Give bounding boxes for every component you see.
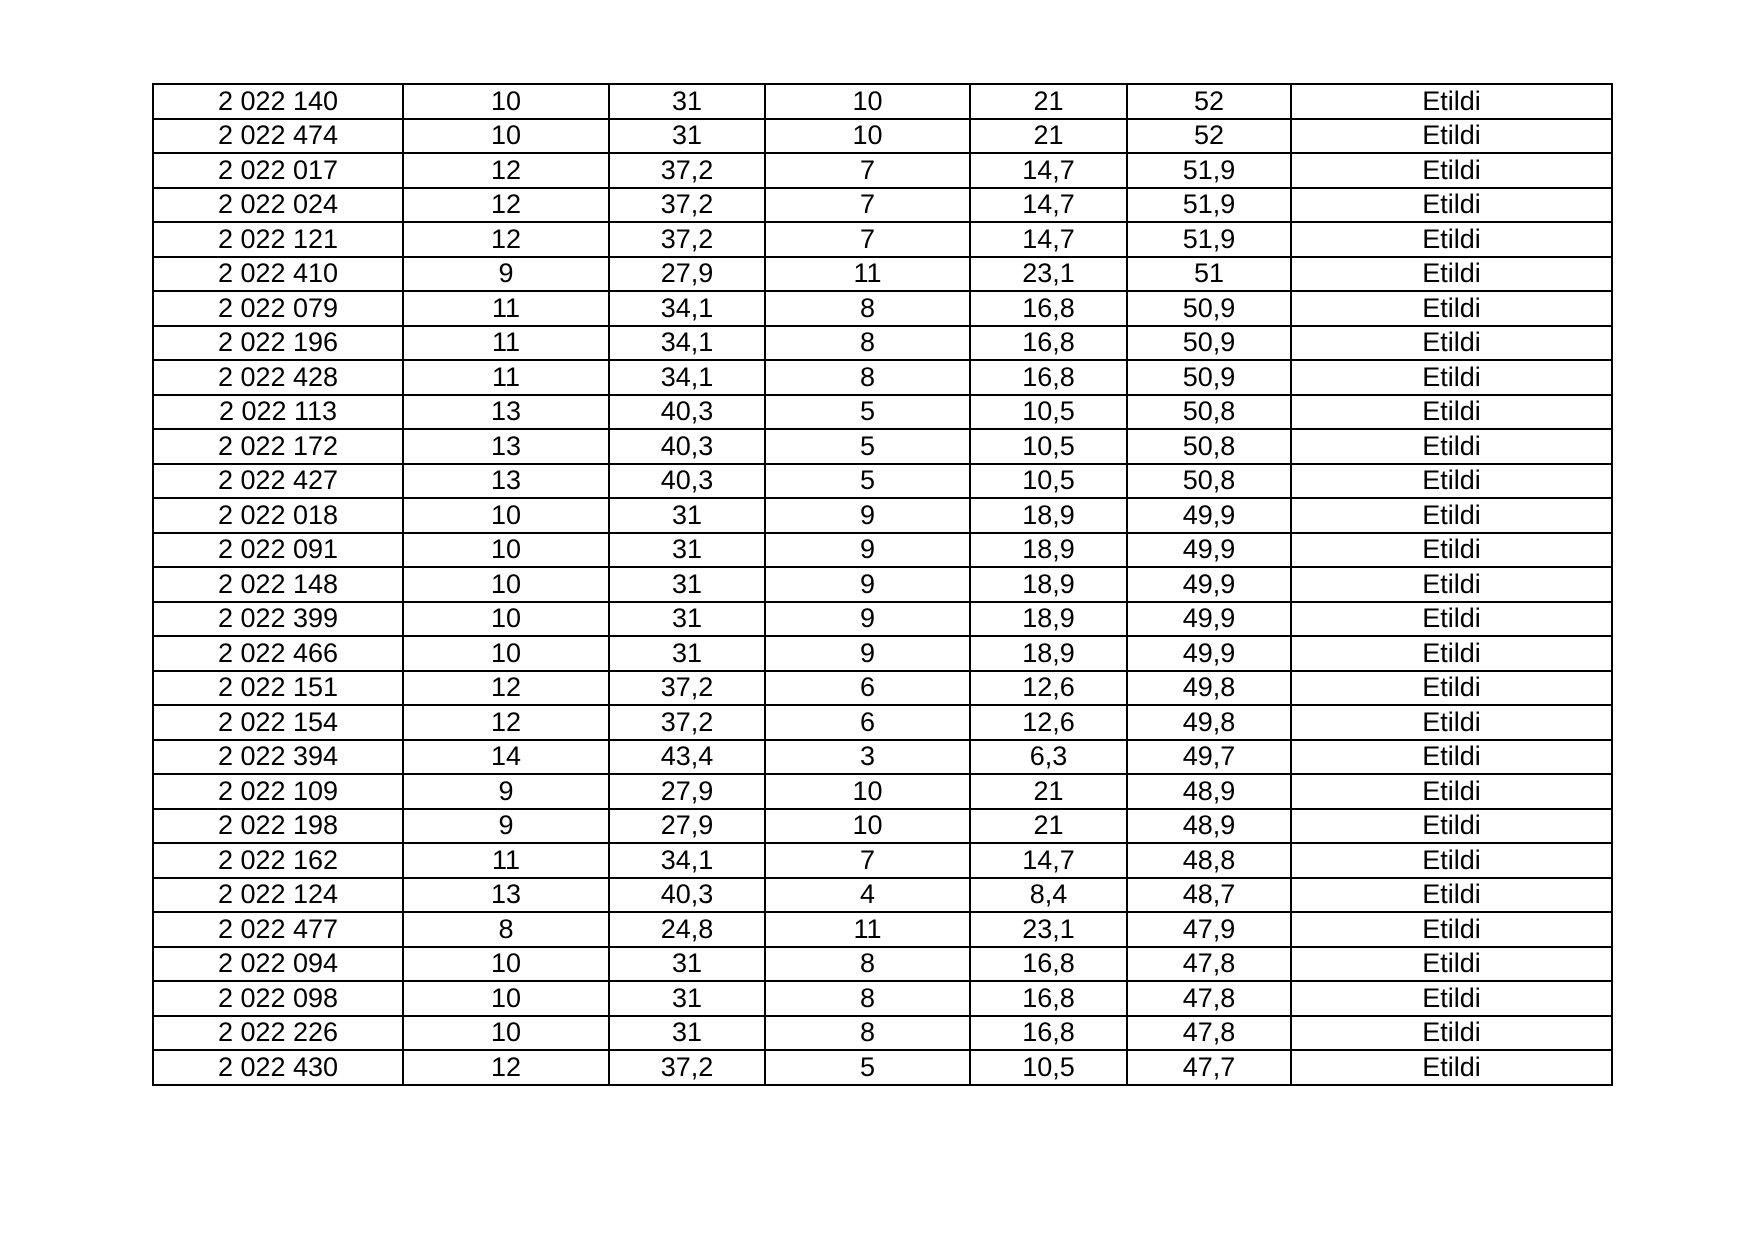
table-row [153,84,1612,119]
total-score-cell: 49,8 [1127,671,1291,706]
col2-cell: 13 [403,429,609,464]
participant-id-cell: 2 022 410 [153,257,403,292]
status-cell: Etildi [1291,809,1612,844]
col2-cell: 11 [403,326,609,361]
total-score-cell: 50,8 [1127,464,1291,499]
col4-cell: 3 [765,740,970,775]
participant-id-cell: 2 022 124 [153,878,403,913]
col5-cell: 10,5 [970,395,1127,430]
col3-cell: 24,8 [609,912,765,947]
col4-cell: 7 [765,188,970,223]
col3-cell: 37,2 [609,671,765,706]
table-row [153,981,1612,1016]
col3-cell: 37,2 [609,153,765,188]
status-cell: Etildi [1291,257,1612,292]
col4-cell: 10 [765,809,970,844]
col2-cell: 12 [403,222,609,257]
status-cell: Etildi [1291,878,1612,913]
status-cell: Etildi [1291,360,1612,395]
status-cell: Etildi [1291,533,1612,568]
total-score-cell: 52 [1127,84,1291,119]
col2-cell: 12 [403,1050,609,1085]
status-cell: Etildi [1291,429,1612,464]
col3-cell: 31 [609,1016,765,1051]
col3-cell: 31 [609,981,765,1016]
col3-cell: 31 [609,947,765,982]
total-score-cell: 52 [1127,119,1291,154]
col3-cell: 31 [609,602,765,637]
col2-cell: 10 [403,84,609,119]
total-score-cell: 49,7 [1127,740,1291,775]
col4-cell: 7 [765,153,970,188]
total-score-cell: 50,9 [1127,291,1291,326]
col4-cell: 8 [765,326,970,361]
table-row [153,188,1612,223]
status-cell: Etildi [1291,498,1612,533]
col2-cell: 10 [403,533,609,568]
status-cell: Etildi [1291,119,1612,154]
col2-cell: 13 [403,395,609,430]
col5-cell: 18,9 [970,498,1127,533]
total-score-cell: 50,9 [1127,326,1291,361]
col2-cell: 11 [403,291,609,326]
table-row [153,533,1612,568]
status-cell: Etildi [1291,912,1612,947]
col2-cell: 10 [403,1016,609,1051]
col2-cell: 13 [403,878,609,913]
participant-id-cell: 2 022 162 [153,843,403,878]
col3-cell: 37,2 [609,1050,765,1085]
total-score-cell: 48,9 [1127,809,1291,844]
col4-cell: 7 [765,222,970,257]
total-score-cell: 49,9 [1127,636,1291,671]
table-row [153,291,1612,326]
col5-cell: 6,3 [970,740,1127,775]
results-table-body [153,84,1612,1085]
col3-cell: 31 [609,533,765,568]
table-row [153,740,1612,775]
col4-cell: 5 [765,1050,970,1085]
col3-cell: 27,9 [609,809,765,844]
status-cell: Etildi [1291,222,1612,257]
col4-cell: 8 [765,981,970,1016]
col3-cell: 40,3 [609,429,765,464]
col5-cell: 14,7 [970,843,1127,878]
table-row [153,947,1612,982]
col2-cell: 8 [403,912,609,947]
status-cell: Etildi [1291,602,1612,637]
table-row [153,878,1612,913]
col5-cell: 18,9 [970,567,1127,602]
col5-cell: 21 [970,809,1127,844]
col4-cell: 8 [765,1016,970,1051]
col2-cell: 11 [403,843,609,878]
col4-cell: 5 [765,395,970,430]
col3-cell: 31 [609,636,765,671]
participant-id-cell: 2 022 091 [153,533,403,568]
participant-id-cell: 2 022 079 [153,291,403,326]
col5-cell: 18,9 [970,602,1127,637]
col3-cell: 34,1 [609,843,765,878]
col5-cell: 16,8 [970,1016,1127,1051]
participant-id-cell: 2 022 196 [153,326,403,361]
col2-cell: 10 [403,981,609,1016]
total-score-cell: 49,9 [1127,602,1291,637]
col5-cell: 23,1 [970,257,1127,292]
participant-id-cell: 2 022 394 [153,740,403,775]
participant-id-cell: 2 022 172 [153,429,403,464]
col5-cell: 12,6 [970,705,1127,740]
col4-cell: 5 [765,429,970,464]
col2-cell: 10 [403,567,609,602]
table-row [153,222,1612,257]
table-row [153,636,1612,671]
col4-cell: 7 [765,843,970,878]
col5-cell: 12,6 [970,671,1127,706]
participant-id-cell: 2 022 430 [153,1050,403,1085]
status-cell: Etildi [1291,947,1612,982]
status-cell: Etildi [1291,843,1612,878]
col4-cell: 6 [765,671,970,706]
col2-cell: 12 [403,153,609,188]
col5-cell: 14,7 [970,188,1127,223]
col2-cell: 9 [403,809,609,844]
participant-id-cell: 2 022 024 [153,188,403,223]
table-row [153,464,1612,499]
status-cell: Etildi [1291,705,1612,740]
col4-cell: 9 [765,602,970,637]
col2-cell: 10 [403,498,609,533]
participant-id-cell: 2 022 474 [153,119,403,154]
status-cell: Etildi [1291,740,1612,775]
status-cell: Etildi [1291,326,1612,361]
table-row [153,774,1612,809]
status-cell: Etildi [1291,1016,1612,1051]
col4-cell: 9 [765,567,970,602]
col3-cell: 40,3 [609,395,765,430]
col3-cell: 34,1 [609,360,765,395]
total-score-cell: 50,8 [1127,395,1291,430]
status-cell: Etildi [1291,636,1612,671]
participant-id-cell: 2 022 121 [153,222,403,257]
table-row [153,257,1612,292]
participant-id-cell: 2 022 017 [153,153,403,188]
participant-id-cell: 2 022 466 [153,636,403,671]
col4-cell: 8 [765,291,970,326]
table-row [153,1050,1612,1085]
table-row [153,809,1612,844]
col5-cell: 10,5 [970,464,1127,499]
col5-cell: 16,8 [970,981,1127,1016]
total-score-cell: 48,9 [1127,774,1291,809]
status-cell: Etildi [1291,84,1612,119]
participant-id-cell: 2 022 477 [153,912,403,947]
col5-cell: 16,8 [970,326,1127,361]
results-table [152,83,1613,1086]
col5-cell: 18,9 [970,636,1127,671]
table-row [153,326,1612,361]
col2-cell: 10 [403,636,609,671]
participant-id-cell: 2 022 094 [153,947,403,982]
participant-id-cell: 2 022 098 [153,981,403,1016]
col3-cell: 31 [609,84,765,119]
col3-cell: 34,1 [609,291,765,326]
total-score-cell: 47,8 [1127,1016,1291,1051]
total-score-cell: 48,7 [1127,878,1291,913]
col4-cell: 4 [765,878,970,913]
col5-cell: 16,8 [970,947,1127,982]
status-cell: Etildi [1291,671,1612,706]
participant-id-cell: 2 022 148 [153,567,403,602]
col3-cell: 34,1 [609,326,765,361]
col2-cell: 11 [403,360,609,395]
col5-cell: 21 [970,774,1127,809]
table-row [153,843,1612,878]
participant-id-cell: 2 022 151 [153,671,403,706]
participant-id-cell: 2 022 140 [153,84,403,119]
participant-id-cell: 2 022 018 [153,498,403,533]
total-score-cell: 51 [1127,257,1291,292]
col5-cell: 14,7 [970,222,1127,257]
col4-cell: 9 [765,636,970,671]
participant-id-cell: 2 022 154 [153,705,403,740]
col3-cell: 27,9 [609,774,765,809]
col4-cell: 9 [765,533,970,568]
status-cell: Etildi [1291,1050,1612,1085]
col4-cell: 5 [765,464,970,499]
table-row [153,671,1612,706]
total-score-cell: 51,9 [1127,222,1291,257]
table-row [153,1016,1612,1051]
col4-cell: 10 [765,119,970,154]
col2-cell: 10 [403,602,609,637]
col3-cell: 31 [609,567,765,602]
col2-cell: 9 [403,774,609,809]
status-cell: Etildi [1291,567,1612,602]
col4-cell: 11 [765,912,970,947]
participant-id-cell: 2 022 198 [153,809,403,844]
total-score-cell: 50,9 [1127,360,1291,395]
status-cell: Etildi [1291,395,1612,430]
col4-cell: 8 [765,947,970,982]
participant-id-cell: 2 022 113 [153,395,403,430]
table-row [153,429,1612,464]
col4-cell: 6 [765,705,970,740]
col3-cell: 40,3 [609,878,765,913]
col5-cell: 10,5 [970,1050,1127,1085]
status-cell: Etildi [1291,291,1612,326]
participant-id-cell: 2 022 399 [153,602,403,637]
col5-cell: 18,9 [970,533,1127,568]
participant-id-cell: 2 022 428 [153,360,403,395]
col2-cell: 13 [403,464,609,499]
table-row [153,498,1612,533]
status-cell: Etildi [1291,774,1612,809]
col2-cell: 10 [403,119,609,154]
participant-id-cell: 2 022 109 [153,774,403,809]
table-row [153,119,1612,154]
col3-cell: 37,2 [609,222,765,257]
table-row [153,602,1612,637]
table-row [153,395,1612,430]
total-score-cell: 51,9 [1127,153,1291,188]
col5-cell: 10,5 [970,429,1127,464]
participant-id-cell: 2 022 427 [153,464,403,499]
col5-cell: 8,4 [970,878,1127,913]
col5-cell: 23,1 [970,912,1127,947]
col3-cell: 37,2 [609,705,765,740]
total-score-cell: 47,9 [1127,912,1291,947]
col3-cell: 31 [609,119,765,154]
col5-cell: 21 [970,119,1127,154]
col4-cell: 11 [765,257,970,292]
col2-cell: 12 [403,671,609,706]
col2-cell: 12 [403,705,609,740]
col3-cell: 31 [609,498,765,533]
col3-cell: 40,3 [609,464,765,499]
col2-cell: 9 [403,257,609,292]
col3-cell: 43,4 [609,740,765,775]
total-score-cell: 47,8 [1127,981,1291,1016]
total-score-cell: 47,8 [1127,947,1291,982]
participant-id-cell: 2 022 226 [153,1016,403,1051]
table-row [153,360,1612,395]
table-row [153,153,1612,188]
total-score-cell: 49,8 [1127,705,1291,740]
col4-cell: 10 [765,774,970,809]
total-score-cell: 51,9 [1127,188,1291,223]
col5-cell: 21 [970,84,1127,119]
col3-cell: 37,2 [609,188,765,223]
status-cell: Etildi [1291,153,1612,188]
col4-cell: 9 [765,498,970,533]
col4-cell: 8 [765,360,970,395]
col2-cell: 12 [403,188,609,223]
col4-cell: 10 [765,84,970,119]
col2-cell: 10 [403,947,609,982]
total-score-cell: 49,9 [1127,567,1291,602]
total-score-cell: 49,9 [1127,533,1291,568]
table-row [153,912,1612,947]
table-row [153,705,1612,740]
total-score-cell: 47,7 [1127,1050,1291,1085]
col3-cell: 27,9 [609,257,765,292]
total-score-cell: 50,8 [1127,429,1291,464]
status-cell: Etildi [1291,981,1612,1016]
status-cell: Etildi [1291,188,1612,223]
col5-cell: 14,7 [970,153,1127,188]
col5-cell: 16,8 [970,360,1127,395]
table-row [153,567,1612,602]
total-score-cell: 49,9 [1127,498,1291,533]
status-cell: Etildi [1291,464,1612,499]
col2-cell: 14 [403,740,609,775]
total-score-cell: 48,8 [1127,843,1291,878]
col5-cell: 16,8 [970,291,1127,326]
